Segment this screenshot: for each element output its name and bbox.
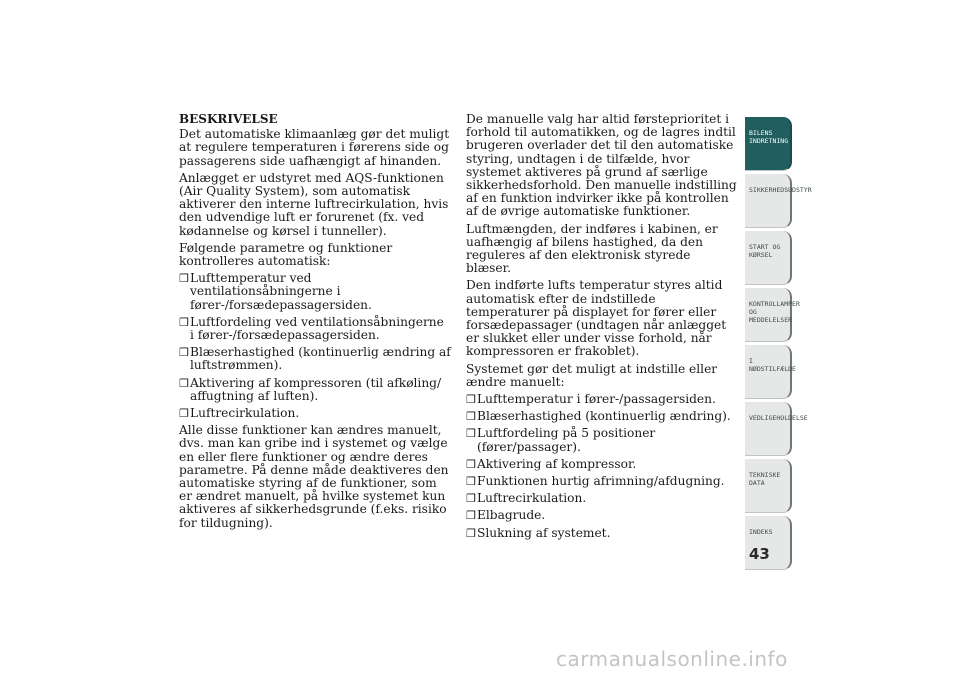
list-item: ❒ Elbagrude.	[466, 508, 546, 523]
list-item: ❒ Lufttemperatur ved ventilationsåbningerne i fører-/forsædepassagersiden.	[179, 271, 372, 312]
paragraph: Systemet gør det muligt at indstille eller ændre manuelt:	[466, 361, 718, 389]
paragraph: Følgende parametre og funktioner kontrolleres automatisk:	[179, 240, 393, 269]
tab-indeks[interactable]: INDEKS	[745, 516, 792, 570]
checkbox-bullet-icon: ❒	[466, 393, 476, 407]
checkbox-bullet-icon: ❒	[466, 410, 476, 424]
list-item: ❒ Slukning af systemet.	[466, 525, 611, 540]
checkbox-bullet-icon: ❒	[466, 509, 476, 523]
list-item: ❒ Lufttemperatur i fører-/passagersiden.	[466, 392, 716, 407]
right-column	[466, 113, 738, 544]
left-column	[179, 113, 451, 534]
paragraph: Det automatiske klimaanlæg gør det muligt at regulere temperaturen i førerens side og passagerens side uafhængigt af hinanden.	[179, 127, 450, 168]
tab-kontrollamper[interactable]: KONTROLLAMPER OG MEDDELELSER	[745, 288, 792, 342]
checkbox-bullet-icon: ❒	[179, 272, 189, 286]
list-item: ❒ Luftfordeling ved ventilationsåbningerne i fører-/forsædepassagersiden.	[179, 314, 444, 343]
checkbox-bullet-icon: ❒	[466, 492, 476, 506]
list-item: ❒ Blæserhastighed (kontinuerlig ændring).	[466, 409, 731, 424]
list-item: ❒ Funktionen hurtig afrimning/afdugning.	[466, 474, 725, 489]
tab-vedligeholdelse[interactable]: VEDLIGEHOLDELSE	[745, 402, 792, 456]
checkbox-bullet-icon: ❒	[466, 427, 476, 441]
tab-bilens-indretning[interactable]: BILENS INDRETNING	[745, 117, 792, 171]
list-item: ❒ Luftfordeling på 5 positioner (fører/passager).	[466, 426, 656, 454]
list-item: ❒ Luftrecirkulation.	[179, 406, 300, 421]
chapter-tabs	[745, 117, 812, 573]
manual-settings-list	[466, 393, 738, 540]
checkbox-bullet-icon: ❒	[179, 376, 189, 390]
list-item: ❒ Aktivering af kompressor.	[466, 456, 637, 471]
paragraph: Luftmængden, der indføres i kabinen, er uafhængig af bilens hastighed, da den reguleres af den elektronisk styrede blæser.	[466, 221, 718, 276]
tab-sikkerhedsudstyr[interactable]: SIKKERHEDSUDSTYR	[745, 174, 792, 228]
checkbox-bullet-icon: ❒	[179, 315, 189, 329]
tab-start-og-korsel[interactable]: START OG KØRSEL	[745, 231, 792, 285]
watermark: carmanualsonline.info	[556, 647, 788, 671]
section-heading: BESKRIVELSE	[179, 112, 278, 126]
list-item: ❒ Blæserhastighed (kontinuerlig ændring af luftstrømmen).	[179, 345, 451, 373]
paragraph: Den indførte lufts temperatur styres altid automatisk efter de indstillede temperaturer på displayet for fører eller forsædepassager (undtagen når anlægget er slukket eller under visse forhold, når kompressoren er frakoblet).	[466, 278, 727, 359]
tab-tekniske-data[interactable]: TEKNISKE DATA	[745, 459, 792, 513]
checkbox-bullet-icon: ❒	[179, 346, 189, 360]
auto-controlled-list	[179, 272, 451, 420]
list-item: ❒ Aktivering af kompressoren (til afkøling/ affugtning af luften).	[179, 375, 442, 403]
page-number: 43	[749, 545, 770, 563]
tab-i-nodstilfaelde[interactable]: I NØDSTILFÆLDE	[745, 345, 792, 399]
list-item: ❒ Luftrecirkulation.	[466, 491, 587, 506]
checkbox-bullet-icon: ❒	[466, 475, 476, 489]
paragraph: De manuelle valg har altid førsteprioritet i forhold til automatikken, og de lagres indtil brugeren overlader det til den automatiske styring, undtagen i de tilfælde, hvor systemet aktiveres på grund af særlige sikkerhedsforhold. Den manuelle indstilling af en funktion indvirker ikke på kontrollen af de øvrige automatiske funktioner.	[466, 112, 737, 219]
paragraph: Alle disse funktioner kan ændres manuelt, dvs. man kan gribe ind i systemet og vælge en eller flere funktioner og ændre deres parametre. På denne måde deaktiveres den automatiske styring af de funktioner, som er ændret manuelt, på hvilke systemet kun aktiveres af sikkerhedsgrunde (f.eks. risiko for tildugning).	[179, 423, 449, 530]
checkbox-bullet-icon: ❒	[466, 526, 476, 540]
checkbox-bullet-icon: ❒	[466, 457, 476, 471]
paragraph: Anlægget er udstyret med AQS-funktionen (Air Quality System), som automatisk aktiverer den interne luftrecirkulation, hvis den udvendige luft er forurenet (fx. ved kødannelse og kørsel i tunneller).	[179, 170, 449, 238]
checkbox-bullet-icon: ❒	[179, 407, 189, 421]
